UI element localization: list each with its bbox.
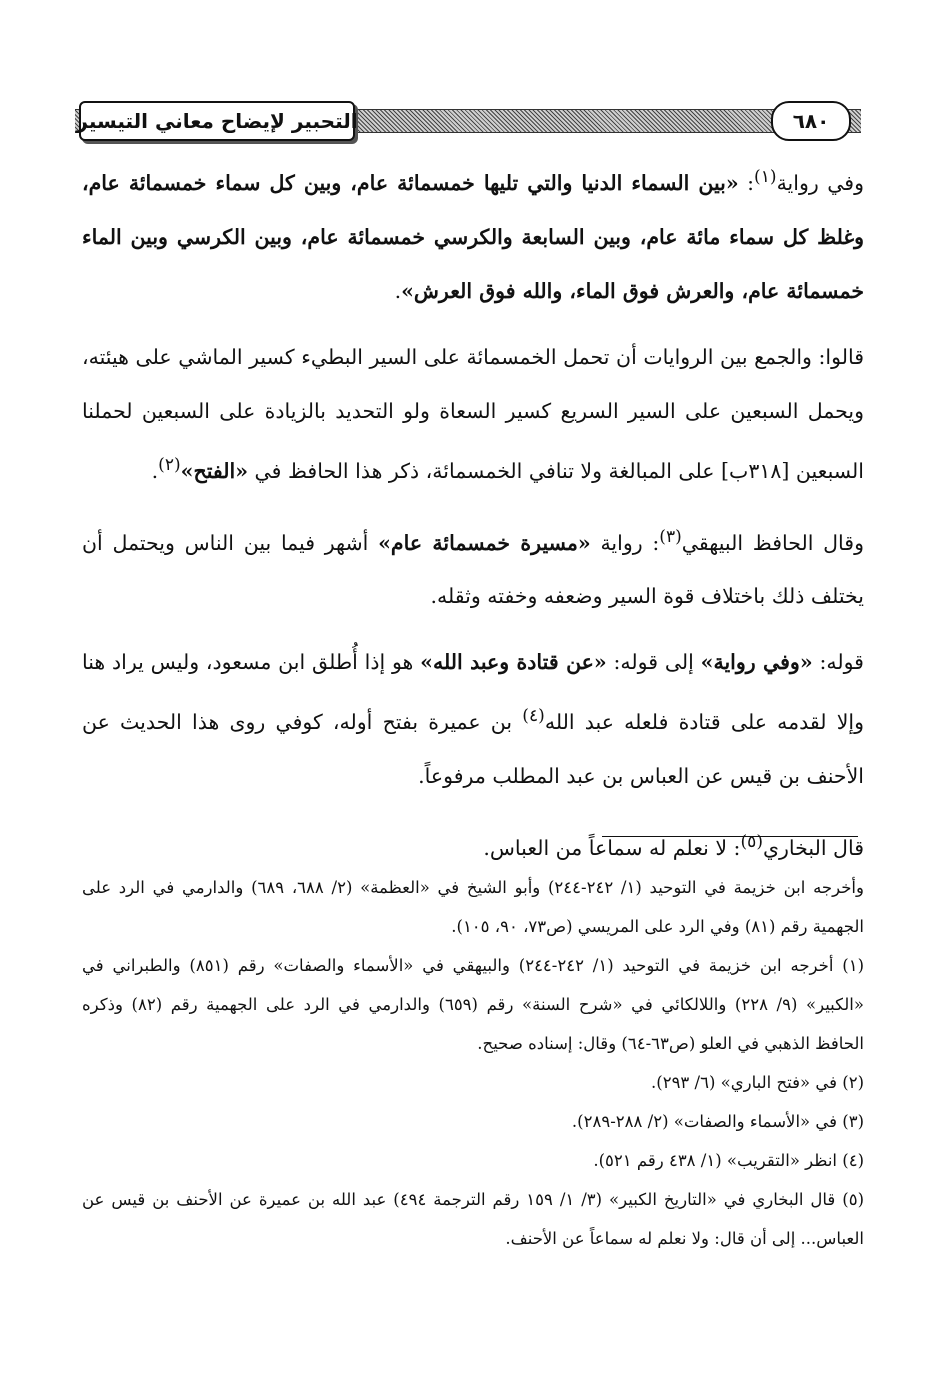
- paragraph-3: [82, 510, 864, 624]
- paragraph-separator: :: [738, 170, 755, 195]
- paragraph-text: قالوا: والجمع بين الروايات أن تحمل الخمسمائة على السير البطيء كسير الماشي على هيئته، ويحمل السبعين على السير السريع كسير السعاة ولو التحديد بالزيادة على السبعين لحملنا السبعين [٣١٨ب] على المبالغة ولا تنافي الخمسمائة، ذكر هذا الحافظ في: [82, 344, 864, 483]
- footnote-1: (١) أخرجه ابن خزيمة في التوحيد (١/ ٢٤٢-٢٤٤) والبيهقي في «الأسماء والصفات» رقم (٨٥١) والطبراني في «الكبير» (٩/ ٢٢٨) واللالكائي في «شرح السنة» رقم (٦٥٩) والدارمي في الرد على الجهمية رقم (٨٢) وذكره الحافظ الذهبي في العلو (ص٦٣-٦٤) وقال: إسناده صحيح.: [82, 956, 864, 1053]
- footnote-ref: (٥): [740, 832, 763, 853]
- paragraph-lead: وفي رواية: [776, 170, 864, 195]
- footnote-2: (٢) في «فتح الباري» (٦/ ٢٩٣).: [651, 1073, 864, 1092]
- paragraph-5: [82, 815, 864, 875]
- running-title: التحبير لإيضاح معاني التيسير: [79, 101, 355, 141]
- narration-quote: «وفي رواية»: [700, 650, 813, 675]
- page-header: [75, 98, 861, 144]
- paragraph-mid: هو إذا أُطلق ابن مسعود، وليس يراد هنا وإلا لقدمه على قتادة فلعله عبد الله: [82, 650, 864, 735]
- footnote-5: (٥) قال البخاري في «التاريخ الكبير» (٣/ ١/ ١٥٩ رقم الترجمة ٤٩٤) عبد الله بن عميرة عن الأحنف بن قيس عن العباس... إلى أن قال: ولا نعلم له سماعاً عن الأحنف.: [82, 1190, 865, 1248]
- paragraph-4: [82, 635, 864, 803]
- footnote-ref: (١): [754, 167, 777, 187]
- hadith-quote: «بين السماء الدنيا والتي تليها خمسمائة عام، وبين كل سماء خمسمائة عام، وغلظ كل سماء مائة عام، وبين السابعة والكرسي خمسمائة عام، وبين الكرسي وبين الماء خمسمائة عام، والعرش فوق الماء، والله فوق العرش»: [82, 170, 864, 303]
- footnote-separator: [602, 836, 858, 837]
- narration-quote: «عن قتادة وعبد الله»: [420, 650, 607, 675]
- paragraph-lead: وقال الحافظ البيهقي: [681, 530, 864, 555]
- footnote-ref: (٢): [158, 454, 181, 475]
- paragraph-tail: .: [151, 458, 159, 483]
- footnote-3: (٣) في «الأسماء والصفات» (٢/ ٢٨٨-٢٨٩).: [571, 1112, 864, 1131]
- footnote-ref: (٣): [659, 526, 682, 547]
- footnote-continuation: وأخرجه ابن خزيمة في التوحيد (١/ ٢٤٢-٢٤٤) وأبو الشيخ في «العظمة» (٢/ ٦٨٨، ٦٨٩) والدارمي في الرد على الجهمية رقم (٨١) وفي الرد على المريسي (ص٧٣، ٩٠، ١٠٥).: [82, 878, 864, 936]
- paragraph-tail: : لا نعلم له سماعاً من العباس.: [483, 836, 741, 861]
- narration-quote: «مسيرة خمسمائة عام»: [378, 530, 591, 555]
- paragraph-2: [82, 330, 864, 498]
- footnote-4: (٤) انظر «التقريب» (١/ ٤٣٨ رقم ٥٢١).: [593, 1151, 864, 1170]
- paragraph-mid: إلى قوله:: [606, 650, 701, 675]
- paragraph-tail: أشهر فيما بين الناس ويحتمل أن يختلف ذلك باختلاف قوة السير وضعفه وخفته وثقله.: [82, 530, 864, 609]
- paragraph-tail: بن عميرة بفتح أوله، كوفي روى هذا الحديث عن الأحنف بن قيس عن العباس بن عبد المطلب مرفوعاً.: [82, 710, 864, 789]
- footnotes: [82, 868, 864, 1258]
- footnote-ref: (٤): [522, 706, 545, 727]
- paragraph-lead: قال البخاري: [762, 836, 864, 861]
- paragraph-lead: قوله:: [812, 650, 864, 675]
- book-title-quote: «الفتح»: [180, 458, 249, 483]
- paragraph-tail: .: [394, 278, 402, 303]
- main-text: [82, 150, 864, 875]
- paragraph-mid: : رواية: [590, 530, 660, 555]
- page-number: ٦٨٠: [771, 101, 851, 141]
- paragraph-1: [82, 150, 864, 318]
